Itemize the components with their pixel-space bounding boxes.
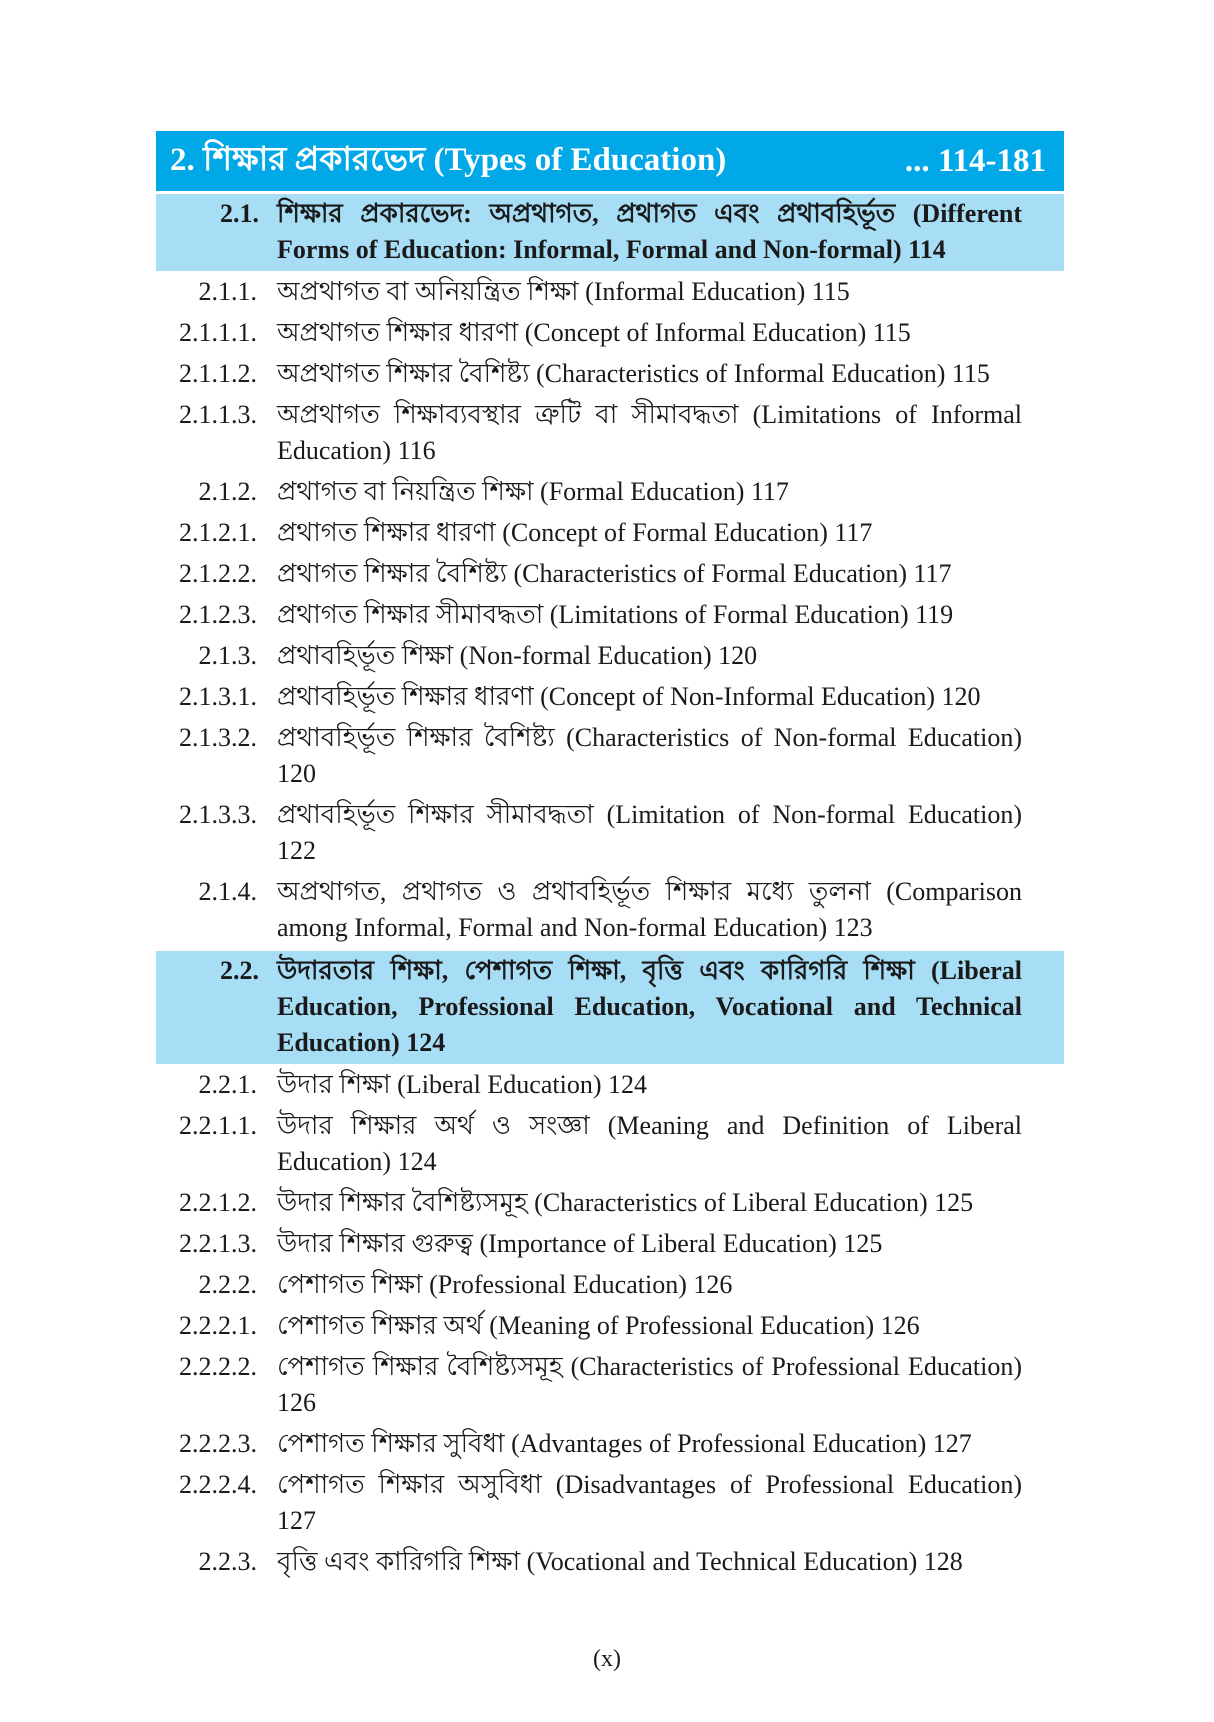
section-number: 2.2. (220, 956, 259, 985)
entry-text: প্রথাবহির্ভূত শিক্ষার ধারণা (Concept of Non-Informal Education) 120 (277, 682, 981, 711)
toc-entry[interactable] (156, 1346, 1064, 1423)
entry-number: 2.1.1. (198, 277, 257, 306)
toc-entry[interactable] (156, 871, 1064, 948)
entry-number: 2.1.4. (198, 877, 257, 906)
entry-text: প্রথাগত শিক্ষার বৈশিষ্ট্য (Characteristics of Formal Education) 117 (277, 559, 952, 588)
toc-entry[interactable] (156, 1541, 1064, 1582)
entry-number: 2.1.2.1. (179, 518, 257, 547)
entry-text: পেশাগত শিক্ষা (Professional Education) 126 (277, 1270, 733, 1299)
section-number: 2.1. (220, 199, 259, 228)
toc-entry[interactable] (156, 1305, 1064, 1346)
entry-text: উদার শিক্ষার বৈশিষ্ট্যসমূহ (Characteristics of Liberal Education) 125 (277, 1188, 974, 1217)
toc-entry[interactable] (156, 271, 1064, 312)
entry-text: প্রথাবহির্ভূত শিক্ষা (Non-formal Education) 120 (277, 641, 758, 670)
entry-number: 2.2.1.1. (179, 1111, 257, 1140)
chapter-heading[interactable] (156, 131, 1064, 191)
entry-text: বৃত্তি এবং কারিগরি শিক্ষা (Vocational and Technical Education) 128 (277, 1547, 963, 1576)
entry-text: অপ্রথাগত শিক্ষার ধারণা (Concept of Informal Education) 115 (277, 318, 911, 347)
entry-text: উদার শিক্ষার অর্থ ও সংজ্ঞা (Meaning and Definition of Liberal Education) 124 (277, 1111, 1022, 1176)
entry-number: 2.2.2.1. (179, 1311, 257, 1340)
section-title: উদারতার শিক্ষা, পেশাগত শিক্ষা, বৃত্তি এবং কারিগরি শিক্ষা (Liberal Education, Professional Education, Vocational and Technical Education) 124 (277, 956, 1022, 1057)
toc-entry[interactable] (156, 512, 1064, 553)
entry-text: অপ্রথাগত বা অনিয়ন্ত্রিত শিক্ষা (Informal Education) 115 (277, 277, 850, 306)
entry-text: প্রথাগত শিক্ষার ধারণা (Concept of Formal Education) 117 (277, 518, 873, 547)
toc-entry[interactable] (156, 1182, 1064, 1223)
toc-entry[interactable] (156, 353, 1064, 394)
toc-entry[interactable] (156, 312, 1064, 353)
toc-entry[interactable] (156, 1264, 1064, 1305)
entry-number: 2.2.1.3. (179, 1229, 257, 1258)
entry-number: 2.1.3.2. (179, 723, 257, 752)
entry-text: প্রথাগত শিক্ষার সীমাবদ্ধতা (Limitations of Formal Education) 119 (277, 600, 954, 629)
entry-number: 2.2.2.2. (179, 1352, 257, 1381)
entry-number: 2.2.2.4. (179, 1470, 257, 1499)
toc-entry[interactable] (156, 471, 1064, 512)
chapter-title: 2. শিক্ষার প্রকারভেদ (Types of Education) (170, 142, 727, 178)
entry-number: 2.2.1. (198, 1070, 257, 1099)
entry-number: 2.2.2.3. (179, 1429, 257, 1458)
chapter-pages: ... 114-181 (904, 142, 1046, 179)
toc-entry[interactable] (156, 1464, 1064, 1541)
section-title: শিক্ষার প্রকারভেদ: অপ্রথাগত, প্রথাগত এবং প্রথাবহির্ভূত (Different Forms of Education: Informal, Formal and Non-formal) 114 (277, 199, 1022, 264)
entry-text: পেশাগত শিক্ষার অসুবিধা (Disadvantages of Professional Education) 127 (277, 1470, 1022, 1535)
entry-text: অপ্রথাগত, প্রথাগত ও প্রথাবহির্ভূত শিক্ষার মধ্যে তুলনা (Comparison among Informal, Formal and Non-formal Education) 123 (277, 877, 1022, 942)
entry-text: প্রথাগত বা নিয়ন্ত্রিত শিক্ষা (Formal Education) 117 (277, 477, 789, 506)
entry-text: অপ্রথাগত শিক্ষাব্যবস্থার ত্রুটি বা সীমাবদ্ধতা (Limitations of Informal Education) 116 (277, 400, 1022, 465)
entry-number: 2.1.1.3. (179, 400, 257, 429)
section-heading[interactable] (156, 194, 1064, 271)
entry-number: 2.2.3. (198, 1547, 257, 1576)
entry-text: উদার শিক্ষার গুরুত্ব (Importance of Liberal Education) 125 (277, 1229, 883, 1258)
entry-text: অপ্রথাগত শিক্ষার বৈশিষ্ট্য (Characteristics of Informal Education) 115 (277, 359, 990, 388)
toc-entry[interactable] (156, 1105, 1064, 1182)
toc-entry[interactable] (156, 1064, 1064, 1105)
entry-text: পেশাগত শিক্ষার অর্থ (Meaning of Professional Education) 126 (277, 1311, 920, 1340)
entry-number: 2.1.3.1. (179, 682, 257, 711)
toc-entry[interactable] (156, 1223, 1064, 1264)
entry-number: 2.1.1.2. (179, 359, 257, 388)
entry-number: 2.1.1.1. (179, 318, 257, 347)
page-number: (x) (593, 1646, 621, 1672)
entry-number: 2.1.2.3. (179, 600, 257, 629)
entry-number: 2.1.3.3. (179, 800, 257, 829)
entry-number: 2.1.2.2. (179, 559, 257, 588)
toc-entry[interactable] (156, 676, 1064, 717)
entry-text: উদার শিক্ষা (Liberal Education) 124 (277, 1070, 647, 1099)
entry-text: প্রথাবহির্ভূত শিক্ষার সীমাবদ্ধতা (Limitation of Non-formal Education) 122 (277, 800, 1022, 865)
entry-text: পেশাগত শিক্ষার সুবিধা (Advantages of Professional Education) 127 (277, 1429, 972, 1458)
toc-entry[interactable] (156, 553, 1064, 594)
entry-number: 2.2.2. (198, 1270, 257, 1299)
toc-entry[interactable] (156, 594, 1064, 635)
toc-entry[interactable] (156, 394, 1064, 471)
table-of-contents (156, 131, 1064, 1582)
toc-entry[interactable] (156, 717, 1064, 794)
toc-entry[interactable] (156, 794, 1064, 871)
entry-text: প্রথাবহির্ভূত শিক্ষার বৈশিষ্ট্য (Characteristics of Non-formal Education) 120 (277, 723, 1022, 788)
toc-entry[interactable] (156, 1423, 1064, 1464)
section-heading[interactable] (156, 951, 1064, 1064)
entry-text: পেশাগত শিক্ষার বৈশিষ্ট্যসমূহ (Characteristics of Professional Education) 126 (277, 1352, 1022, 1417)
entry-number: 2.1.2. (198, 477, 257, 506)
entry-number: 2.2.1.2. (179, 1188, 257, 1217)
entry-number: 2.1.3. (198, 641, 257, 670)
toc-entry[interactable] (156, 635, 1064, 676)
